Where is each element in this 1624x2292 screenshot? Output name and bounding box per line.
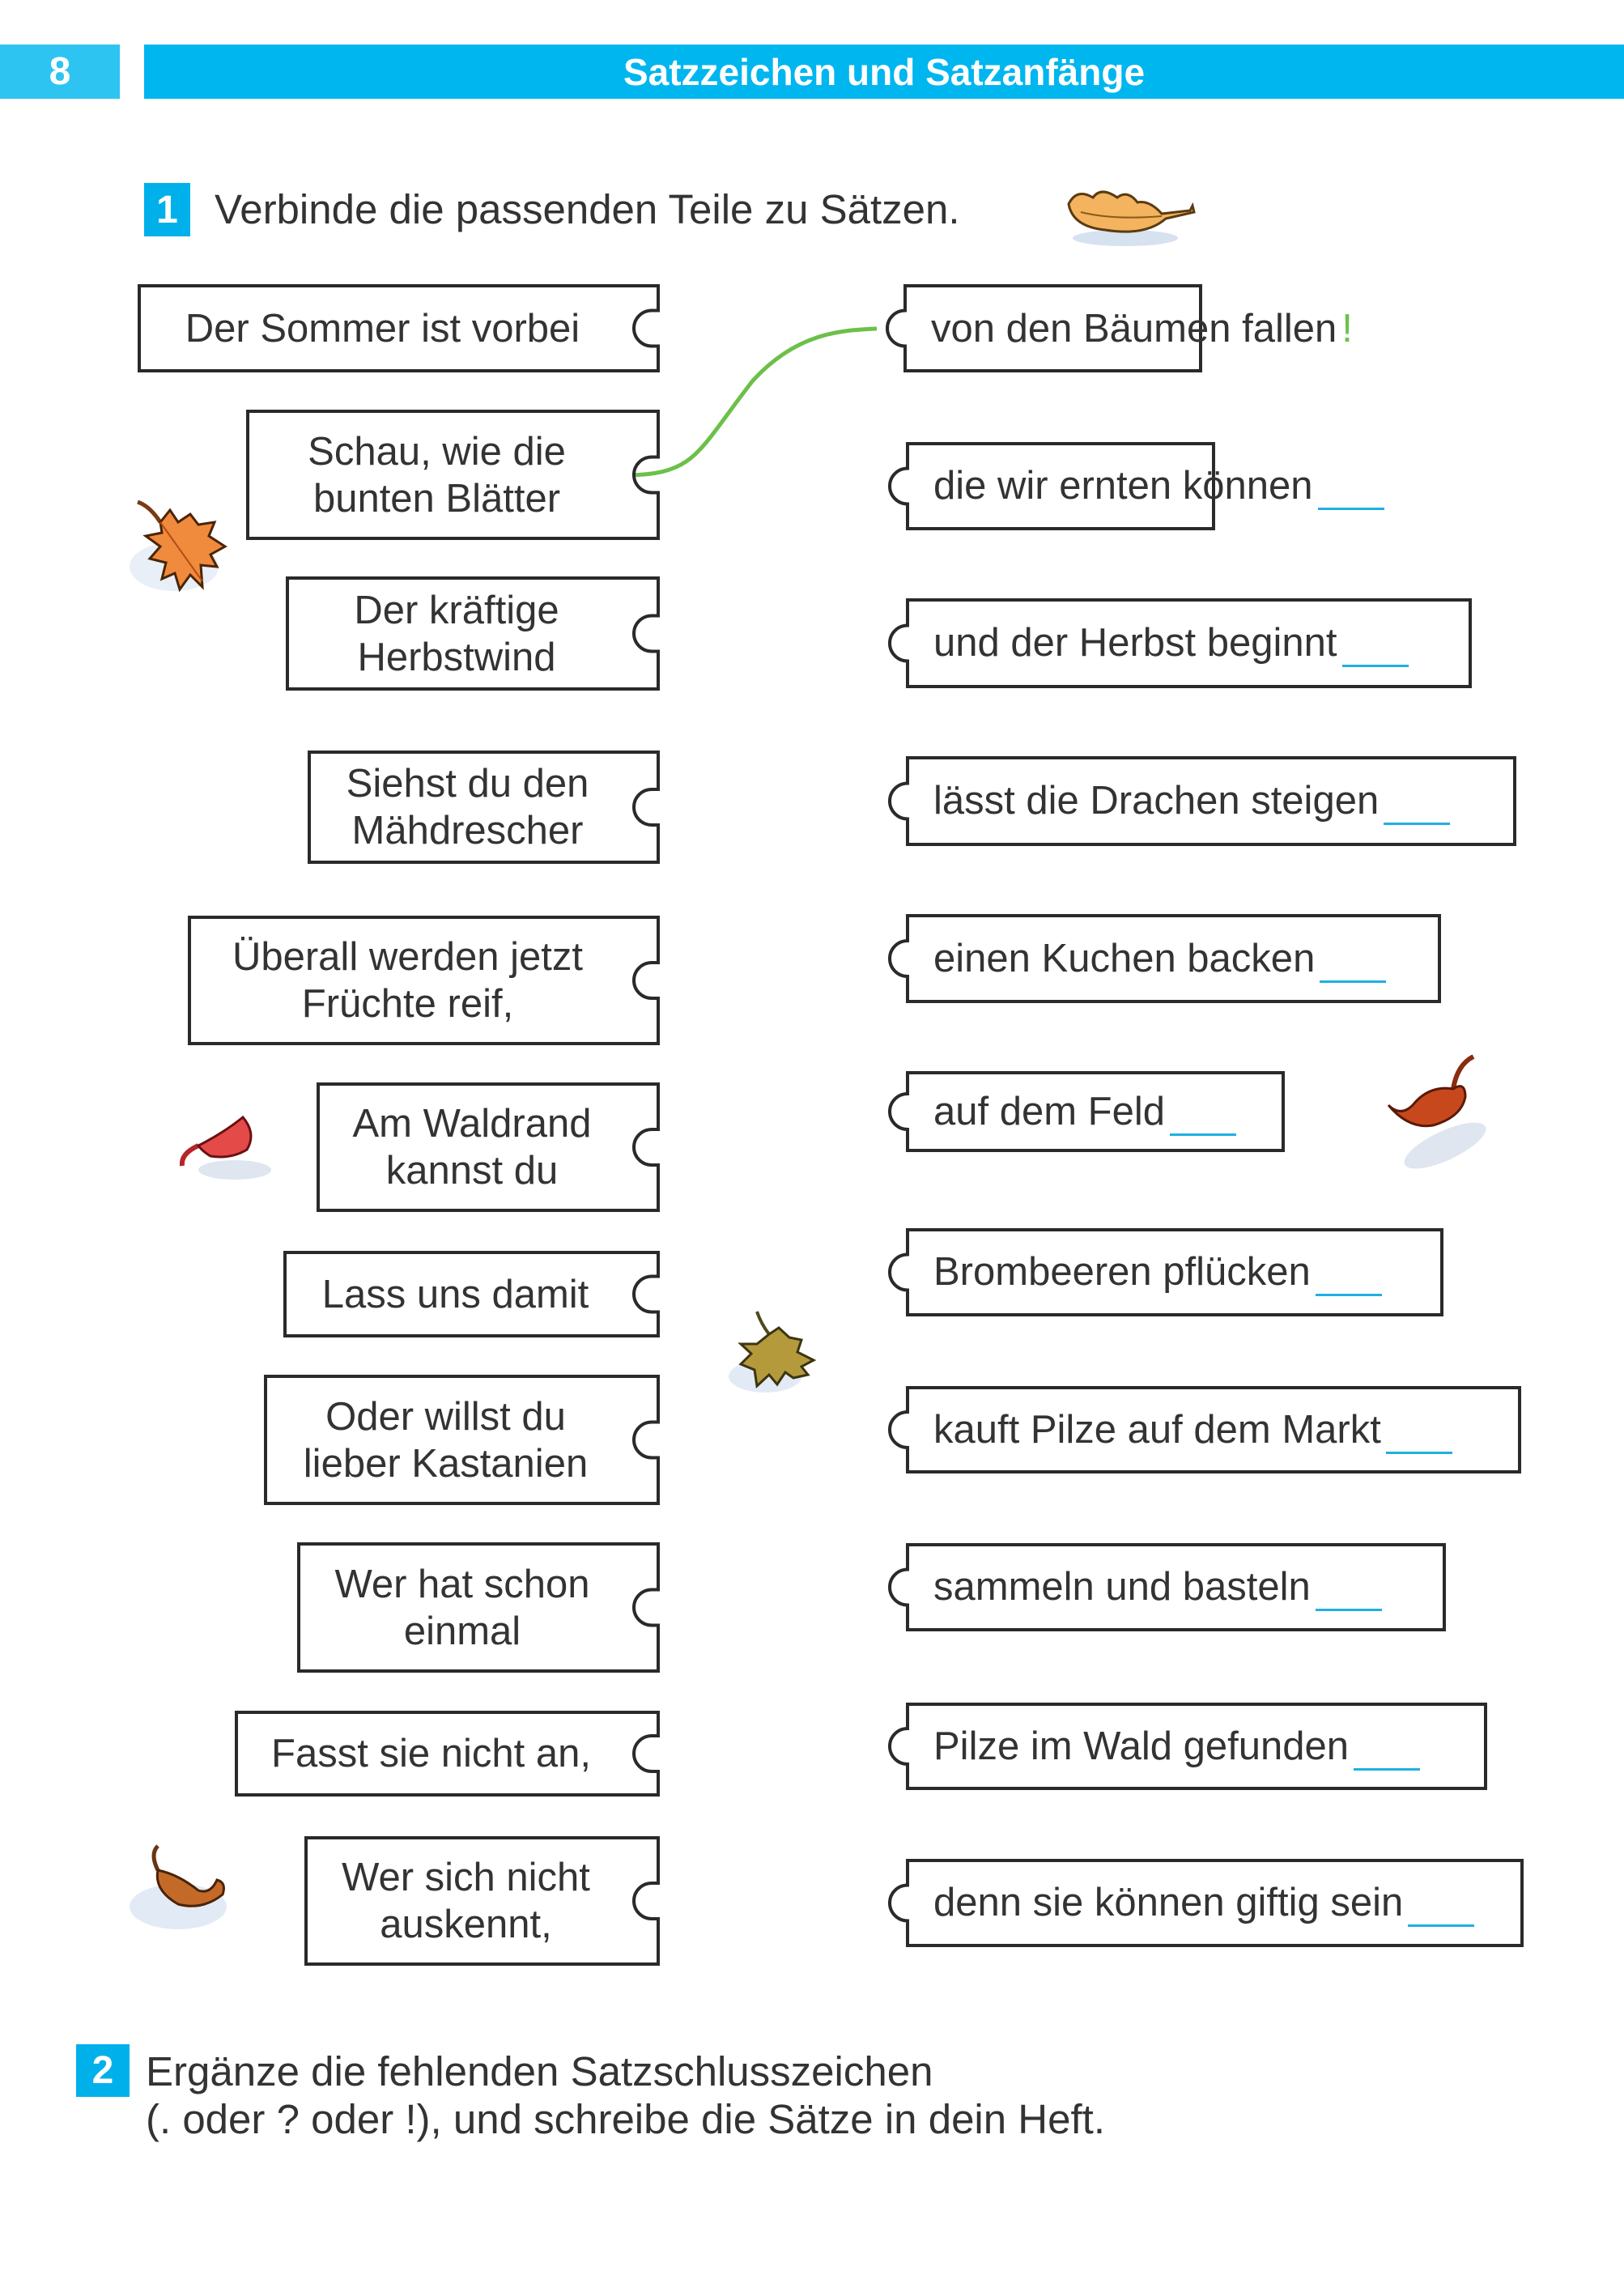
piece-text-line: lässt die Drachen steigen [933, 779, 1380, 823]
piece-text-line: kauft Pilze auf dem Markt [933, 1407, 1381, 1452]
left-sentence-piece[interactable] [318, 1084, 658, 1210]
piece-text [189, 917, 626, 1044]
punctuation-blank[interactable] [1354, 1768, 1420, 1771]
task-number-2: 2 [76, 2044, 130, 2097]
page-number: 8 [0, 45, 120, 99]
punctuation-blank[interactable] [1320, 980, 1386, 983]
piece-text [236, 1712, 626, 1795]
piece-text [933, 1073, 1236, 1150]
piece-text-line: Am Waldrand [352, 1102, 592, 1146]
piece-text [933, 1704, 1420, 1788]
piece-text-line: denn sie können giftig sein [933, 1881, 1404, 1924]
left-sentence-piece[interactable] [287, 578, 658, 689]
piece-text [248, 411, 626, 538]
right-sentence-piece[interactable] [908, 916, 1439, 1001]
piece-text [287, 578, 626, 689]
task-number-1: 1 [144, 183, 190, 236]
left-sentence-piece[interactable] [285, 1252, 658, 1336]
piece-text-line: Schau, wie die [308, 429, 566, 474]
right-sentence-piece[interactable] [908, 1860, 1522, 1945]
piece-text-line: Fasst sie nicht an, [271, 1732, 591, 1775]
right-sentence-piece[interactable] [905, 286, 1353, 371]
left-sentence-piece[interactable] [139, 286, 658, 371]
left-sentence-piece[interactable] [266, 1376, 658, 1503]
piece-text [306, 1838, 626, 1964]
piece-text-line: auskennt, [380, 1903, 552, 1946]
punctuation-blank[interactable] [1386, 1452, 1452, 1454]
piece-text-line: Wer hat schon [334, 1562, 590, 1606]
piece-text [933, 1230, 1382, 1315]
piece-text [933, 1388, 1452, 1472]
right-sentence-piece[interactable] [908, 600, 1470, 687]
piece-text [318, 1084, 626, 1210]
piece-text-line: von den Bäumen fallen [931, 306, 1337, 351]
piece-text-line: Brombeeren pflücken [933, 1250, 1311, 1294]
piece-text [266, 1376, 626, 1503]
piece-text-line: Oder willst du [325, 1394, 566, 1439]
piece-text-line: Der kräftige [354, 588, 559, 632]
right-sentence-piece[interactable] [908, 444, 1313, 529]
piece-text-line: sammeln und basteln [933, 1565, 1311, 1609]
piece-text [933, 758, 1450, 844]
punctuation-blank[interactable] [1170, 1133, 1236, 1136]
right-sentence-piece[interactable] [908, 1388, 1520, 1472]
right-sentence-piece[interactable] [908, 1073, 1283, 1150]
piece-text-line: einen Kuchen backen [933, 936, 1316, 980]
piece-text [139, 286, 626, 371]
filled-punctuation: ! [1341, 306, 1353, 351]
piece-text-line: Pilze im Wald gefunden [933, 1724, 1349, 1768]
piece-text-line: Wer sich nicht [342, 1856, 590, 1899]
piece-text [309, 752, 626, 862]
left-sentence-piece[interactable] [309, 752, 658, 862]
piece-text [299, 1544, 626, 1671]
piece-text [933, 444, 1384, 529]
right-sentence-piece[interactable] [908, 1230, 1442, 1315]
task-2-instruction-line-1: Ergänze die fehlenden Satzschlusszeichen [146, 2048, 933, 2094]
piece-text-line: Mähdrescher [351, 809, 584, 853]
left-sentence-piece[interactable] [306, 1838, 658, 1964]
piece-text [931, 286, 1353, 371]
piece-text-line: Früchte reif, [301, 982, 514, 1026]
left-sentence-piece[interactable] [248, 411, 658, 538]
right-sentence-piece[interactable] [908, 1704, 1486, 1788]
piece-text [933, 600, 1409, 687]
piece-text-line: und der Herbst beginnt [933, 621, 1337, 665]
punctuation-blank[interactable] [1408, 1924, 1474, 1927]
punctuation-blank[interactable] [1316, 1609, 1382, 1611]
piece-text-line: Der Sommer ist vorbei [185, 306, 580, 351]
piece-text-line: einmal [403, 1609, 521, 1653]
page-title: Satzzeichen und Satzanfänge [144, 45, 1624, 99]
piece-text-line: lieber Kastanien [303, 1441, 589, 1486]
left-sentence-piece[interactable] [299, 1544, 658, 1671]
punctuation-blank[interactable] [1384, 823, 1450, 825]
piece-text-line: Herbstwind [357, 635, 556, 679]
punctuation-blank[interactable] [1342, 665, 1409, 667]
right-sentence-piece[interactable] [908, 758, 1515, 844]
piece-text-line: die wir ernten können [933, 464, 1313, 508]
punctuation-blank[interactable] [1316, 1294, 1382, 1296]
piece-text-line: Siehst du den [346, 762, 589, 806]
task-2-instruction-line-2: (. oder ? oder !), und schreibe die Sätze in dein Heft. [146, 2096, 1106, 2142]
punctuation-blank[interactable] [1318, 508, 1384, 510]
piece-text-line: Überall werden jetzt [232, 935, 584, 979]
piece-text-line: bunten Blätter [312, 476, 561, 521]
left-sentence-piece[interactable] [189, 917, 658, 1044]
left-sentence-piece[interactable] [236, 1712, 658, 1795]
piece-text [933, 1860, 1474, 1945]
piece-text-line: kannst du [385, 1149, 559, 1193]
piece-text [933, 1545, 1382, 1630]
piece-text [285, 1252, 626, 1336]
task-1-instruction: Verbinde die passenden Teile zu Sätzen. [215, 186, 960, 232]
right-sentence-piece[interactable] [908, 1545, 1444, 1630]
piece-text [933, 916, 1386, 1001]
piece-text-line: auf dem Feld [933, 1089, 1165, 1133]
piece-text-line: Lass uns damit [321, 1272, 589, 1316]
